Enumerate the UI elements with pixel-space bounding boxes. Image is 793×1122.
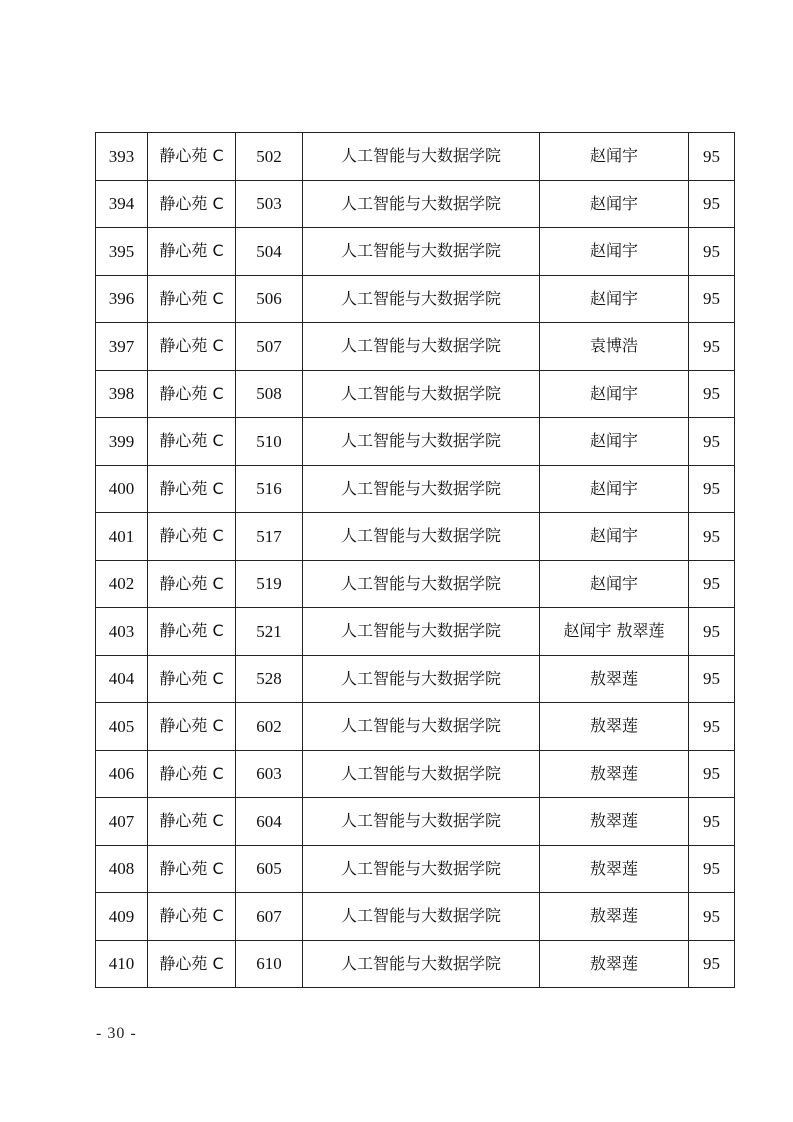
cell-score: 95 <box>689 655 735 703</box>
table-row <box>96 323 735 371</box>
table-row <box>96 608 735 656</box>
cell-score: 95 <box>689 608 735 656</box>
table-body <box>96 133 735 988</box>
cell-building: 静心苑 C <box>148 703 236 751</box>
cell-building: 静心苑 C <box>148 750 236 798</box>
cell-building: 静心苑 C <box>148 940 236 988</box>
cell-score: 95 <box>689 893 735 941</box>
table-row <box>96 180 735 228</box>
dormitory-score-table <box>95 132 735 988</box>
cell-score: 95 <box>689 560 735 608</box>
cell-person: 敖翠莲 <box>540 845 689 893</box>
cell-college: 人工智能与大数据学院 <box>303 940 540 988</box>
cell-score: 95 <box>689 323 735 371</box>
cell-serial-number: 409 <box>96 893 148 941</box>
cell-person: 赵闻宇 <box>540 513 689 561</box>
cell-serial-number: 395 <box>96 228 148 276</box>
cell-building: 静心苑 C <box>148 180 236 228</box>
cell-score: 95 <box>689 370 735 418</box>
cell-person: 赵闻宇 <box>540 370 689 418</box>
cell-college: 人工智能与大数据学院 <box>303 418 540 466</box>
table-row <box>96 750 735 798</box>
cell-person: 袁博浩 <box>540 323 689 371</box>
cell-room-number: 502 <box>236 133 303 181</box>
cell-person: 赵闻宇 <box>540 275 689 323</box>
table-row <box>96 133 735 181</box>
cell-score: 95 <box>689 750 735 798</box>
cell-building: 静心苑 C <box>148 465 236 513</box>
cell-serial-number: 406 <box>96 750 148 798</box>
cell-college: 人工智能与大数据学院 <box>303 133 540 181</box>
cell-college: 人工智能与大数据学院 <box>303 893 540 941</box>
table-row <box>96 940 735 988</box>
cell-building: 静心苑 C <box>148 845 236 893</box>
table-row <box>96 418 735 466</box>
cell-building: 静心苑 C <box>148 513 236 561</box>
cell-score: 95 <box>689 465 735 513</box>
cell-room-number: 506 <box>236 275 303 323</box>
cell-room-number: 504 <box>236 228 303 276</box>
cell-college: 人工智能与大数据学院 <box>303 845 540 893</box>
cell-person: 敖翠莲 <box>540 655 689 703</box>
table-row <box>96 228 735 276</box>
cell-score: 95 <box>689 798 735 846</box>
cell-building: 静心苑 C <box>148 798 236 846</box>
cell-room-number: 507 <box>236 323 303 371</box>
cell-room-number: 521 <box>236 608 303 656</box>
cell-serial-number: 407 <box>96 798 148 846</box>
cell-person: 赵闻宇 <box>540 560 689 608</box>
cell-building: 静心苑 C <box>148 655 236 703</box>
table-row <box>96 465 735 513</box>
cell-college: 人工智能与大数据学院 <box>303 228 540 276</box>
table-row <box>96 798 735 846</box>
cell-score: 95 <box>689 228 735 276</box>
cell-room-number: 528 <box>236 655 303 703</box>
cell-room-number: 603 <box>236 750 303 798</box>
cell-serial-number: 399 <box>96 418 148 466</box>
cell-serial-number: 401 <box>96 513 148 561</box>
cell-building: 静心苑 C <box>148 418 236 466</box>
cell-person: 赵闻宇 <box>540 228 689 276</box>
cell-person: 赵闻宇 <box>540 133 689 181</box>
cell-room-number: 503 <box>236 180 303 228</box>
cell-building: 静心苑 C <box>148 275 236 323</box>
cell-room-number: 604 <box>236 798 303 846</box>
cell-score: 95 <box>689 133 735 181</box>
cell-serial-number: 394 <box>96 180 148 228</box>
cell-room-number: 510 <box>236 418 303 466</box>
cell-person: 敖翠莲 <box>540 750 689 798</box>
cell-room-number: 610 <box>236 940 303 988</box>
cell-serial-number: 403 <box>96 608 148 656</box>
cell-serial-number: 397 <box>96 323 148 371</box>
cell-room-number: 602 <box>236 703 303 751</box>
cell-score: 95 <box>689 275 735 323</box>
cell-college: 人工智能与大数据学院 <box>303 465 540 513</box>
cell-score: 95 <box>689 940 735 988</box>
cell-college: 人工智能与大数据学院 <box>303 275 540 323</box>
cell-score: 95 <box>689 703 735 751</box>
cell-college: 人工智能与大数据学院 <box>303 750 540 798</box>
cell-serial-number: 400 <box>96 465 148 513</box>
cell-building: 静心苑 C <box>148 560 236 608</box>
table-row <box>96 560 735 608</box>
cell-college: 人工智能与大数据学院 <box>303 608 540 656</box>
cell-score: 95 <box>689 845 735 893</box>
table-row <box>96 513 735 561</box>
cell-person: 敖翠莲 <box>540 703 689 751</box>
table-row <box>96 655 735 703</box>
cell-serial-number: 398 <box>96 370 148 418</box>
cell-room-number: 517 <box>236 513 303 561</box>
cell-college: 人工智能与大数据学院 <box>303 370 540 418</box>
cell-room-number: 607 <box>236 893 303 941</box>
cell-building: 静心苑 C <box>148 133 236 181</box>
cell-college: 人工智能与大数据学院 <box>303 798 540 846</box>
cell-serial-number: 402 <box>96 560 148 608</box>
cell-person: 赵闻宇 <box>540 418 689 466</box>
cell-serial-number: 393 <box>96 133 148 181</box>
table-row <box>96 703 735 751</box>
cell-room-number: 605 <box>236 845 303 893</box>
cell-person: 赵闻宇 <box>540 180 689 228</box>
cell-person: 敖翠莲 <box>540 940 689 988</box>
cell-person: 赵闻宇 敖翠莲 <box>540 608 689 656</box>
cell-room-number: 519 <box>236 560 303 608</box>
cell-serial-number: 396 <box>96 275 148 323</box>
cell-person: 赵闻宇 <box>540 465 689 513</box>
cell-building: 静心苑 C <box>148 228 236 276</box>
cell-room-number: 508 <box>236 370 303 418</box>
cell-serial-number: 410 <box>96 940 148 988</box>
table-row <box>96 893 735 941</box>
cell-serial-number: 405 <box>96 703 148 751</box>
cell-college: 人工智能与大数据学院 <box>303 655 540 703</box>
table-row <box>96 845 735 893</box>
cell-building: 静心苑 C <box>148 893 236 941</box>
cell-serial-number: 404 <box>96 655 148 703</box>
cell-building: 静心苑 C <box>148 323 236 371</box>
cell-score: 95 <box>689 513 735 561</box>
cell-college: 人工智能与大数据学院 <box>303 323 540 371</box>
cell-college: 人工智能与大数据学院 <box>303 560 540 608</box>
cell-building: 静心苑 C <box>148 608 236 656</box>
table-row <box>96 275 735 323</box>
cell-college: 人工智能与大数据学院 <box>303 180 540 228</box>
page-number: - 30 - <box>96 1025 137 1042</box>
cell-score: 95 <box>689 180 735 228</box>
cell-score: 95 <box>689 418 735 466</box>
cell-college: 人工智能与大数据学院 <box>303 703 540 751</box>
cell-building: 静心苑 C <box>148 370 236 418</box>
table-row <box>96 370 735 418</box>
cell-room-number: 516 <box>236 465 303 513</box>
cell-serial-number: 408 <box>96 845 148 893</box>
cell-person: 敖翠莲 <box>540 893 689 941</box>
cell-college: 人工智能与大数据学院 <box>303 513 540 561</box>
cell-person: 敖翠莲 <box>540 798 689 846</box>
